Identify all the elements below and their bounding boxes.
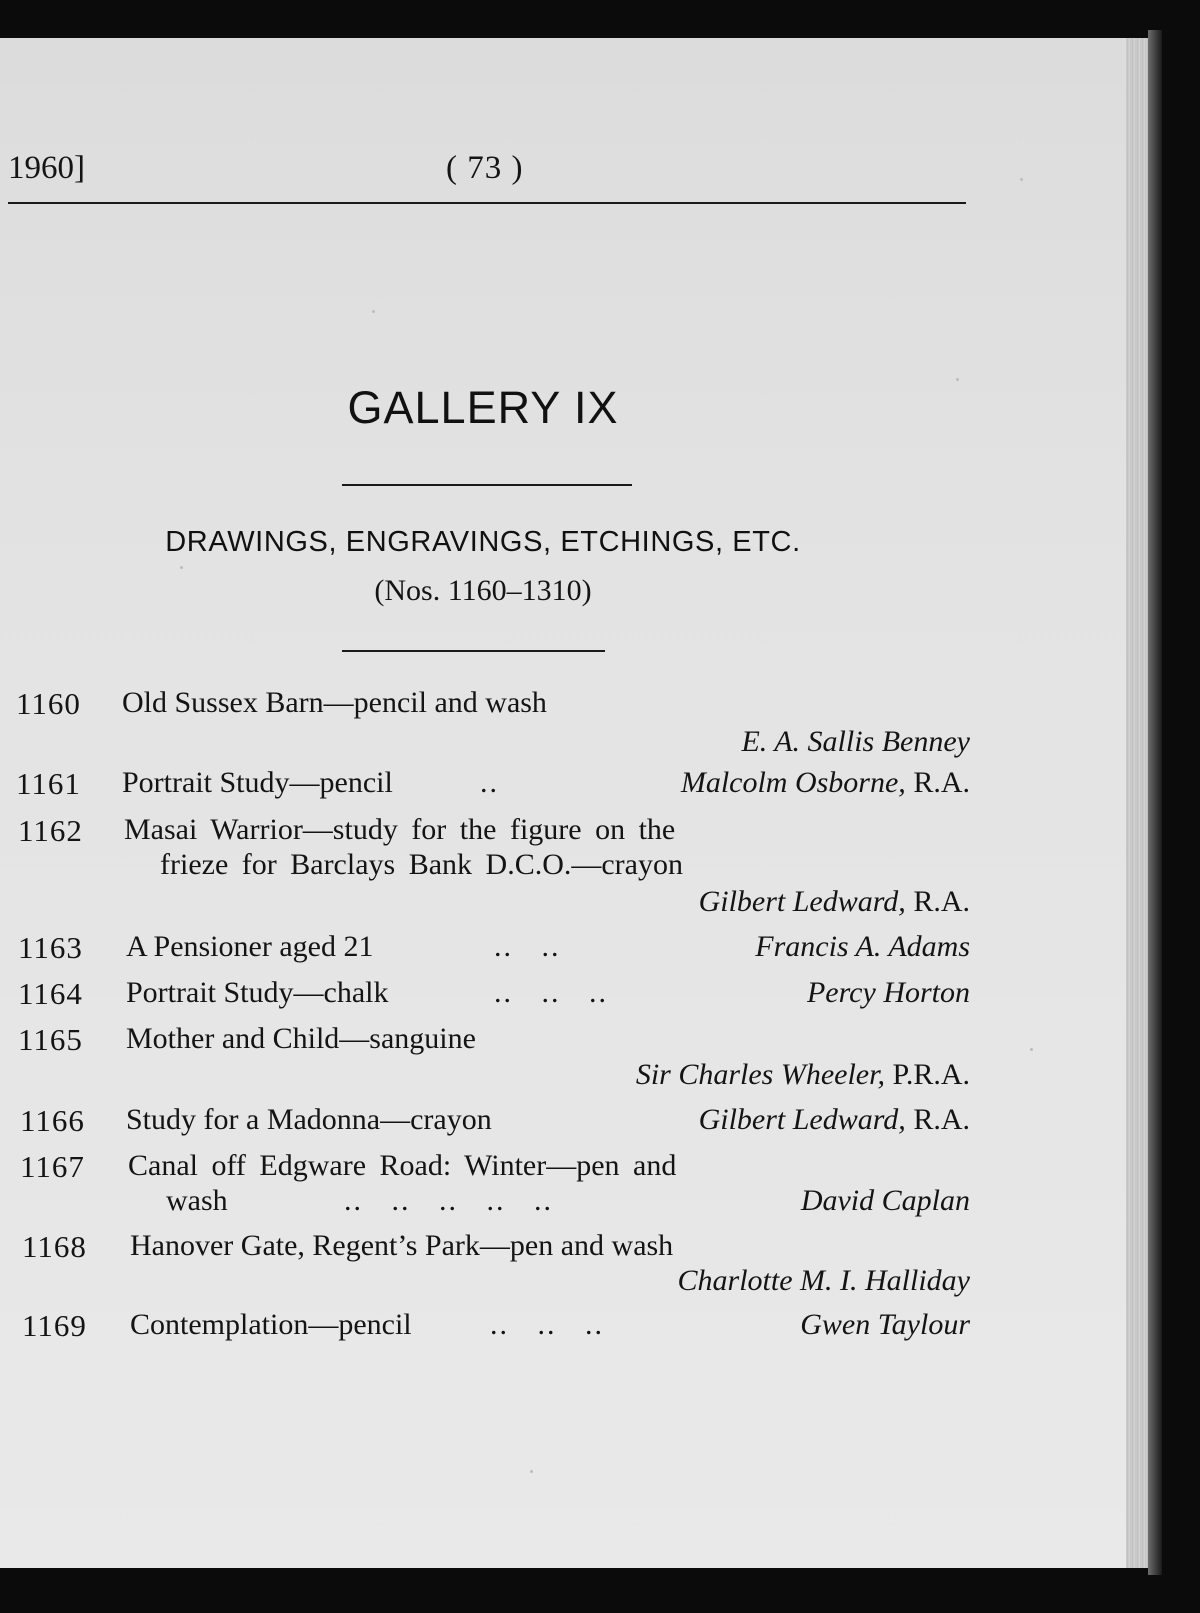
entry-artist <box>741 727 970 757</box>
entry-number: 1163 <box>18 930 83 965</box>
dot-leader: .. .. .. <box>494 976 608 1009</box>
artist-name: Gilbert Ledward, <box>698 885 906 918</box>
artist-name: David Caplan <box>800 1184 970 1217</box>
entry-number: 1168 <box>22 1229 87 1264</box>
gallery-title: GALLERY IX <box>347 382 619 433</box>
entry-title: Old Sussex Barn—pencil and wash <box>122 686 547 719</box>
catalogue-range: (Nos. 1160–1310) <box>374 574 592 607</box>
entry-title: Canal off Edgware Road: Winter—pen and <box>128 1149 677 1182</box>
section-subtitle: DRAWINGS, ENGRAVINGS, ETCHINGS, ETC. <box>165 526 801 558</box>
running-header-page-number: ( 73 ) <box>446 150 524 186</box>
artist-honours: P.R.A. <box>892 1058 970 1091</box>
dot-leader: .. .. <box>494 930 561 963</box>
entry-number: 1160 <box>16 686 81 721</box>
entry-title-continued: wash <box>166 1184 228 1217</box>
entry-number: 1162 <box>18 813 83 848</box>
page-shadow <box>1148 30 1162 1575</box>
artist-name: Malcolm Osborne, <box>680 766 906 799</box>
dot-leader: .. <box>480 766 499 799</box>
artist-name: Gwen Taylour <box>800 1308 970 1341</box>
entry-artist <box>636 1060 970 1090</box>
entry-title: Portrait Study—pencil <box>122 766 393 799</box>
entry-artist <box>699 1105 970 1135</box>
entry-title: Portrait Study—chalk <box>126 976 389 1009</box>
artist-name: Charlotte M. I. Halliday <box>677 1264 970 1297</box>
dot-leader: .. .. .. .. .. <box>344 1184 553 1217</box>
entry-number: 1167 <box>20 1149 85 1184</box>
entry-number: 1161 <box>16 766 81 801</box>
entry-title: Mother and Child—sanguine <box>126 1022 476 1055</box>
entry-artist <box>699 887 970 917</box>
header-rule <box>8 202 966 204</box>
entry-artist <box>755 932 970 962</box>
entry-title: Masai Warrior—study for the figure on the <box>124 813 676 846</box>
entry-number: 1165 <box>18 1022 83 1057</box>
entry-title: Contemplation—pencil <box>130 1308 412 1341</box>
entry-artist <box>801 1186 970 1216</box>
artist-name: Francis A. Adams <box>755 930 970 963</box>
entry-artist <box>807 978 970 1008</box>
entry-artist <box>678 1266 970 1296</box>
entry-title: Hanover Gate, Regent’s Park—pen and wash <box>130 1229 674 1262</box>
artist-honours: R.A. <box>913 1103 970 1136</box>
artist-name: Gilbert Ledward, <box>698 1103 906 1136</box>
entry-number: 1166 <box>20 1103 85 1138</box>
entry-artist <box>800 1310 970 1340</box>
dot-leader: .. .. .. <box>490 1308 604 1341</box>
entry-title: Study for a Madonna—crayon <box>126 1103 492 1136</box>
entry-title: A Pensioner aged 21 <box>126 930 374 963</box>
artist-name: E. A. Sallis Benney <box>741 725 970 758</box>
running-header-year: 1960] <box>8 150 85 186</box>
page-edge-stack <box>1126 38 1148 1568</box>
artist-name: Percy Horton <box>806 976 970 1009</box>
entry-number: 1164 <box>18 976 83 1011</box>
artist-honours: R.A. <box>913 766 970 799</box>
entry-number: 1169 <box>22 1308 87 1343</box>
title-rule <box>342 484 632 486</box>
artist-honours: R.A. <box>913 885 970 918</box>
catalogue-page <box>0 38 1148 1568</box>
entry-artist <box>681 768 970 798</box>
artist-name: Sir Charles Wheeler, <box>635 1058 885 1091</box>
section-rule <box>342 650 605 652</box>
entry-title-continued: frieze for Barclays Bank D.C.O.—crayon <box>160 848 683 881</box>
